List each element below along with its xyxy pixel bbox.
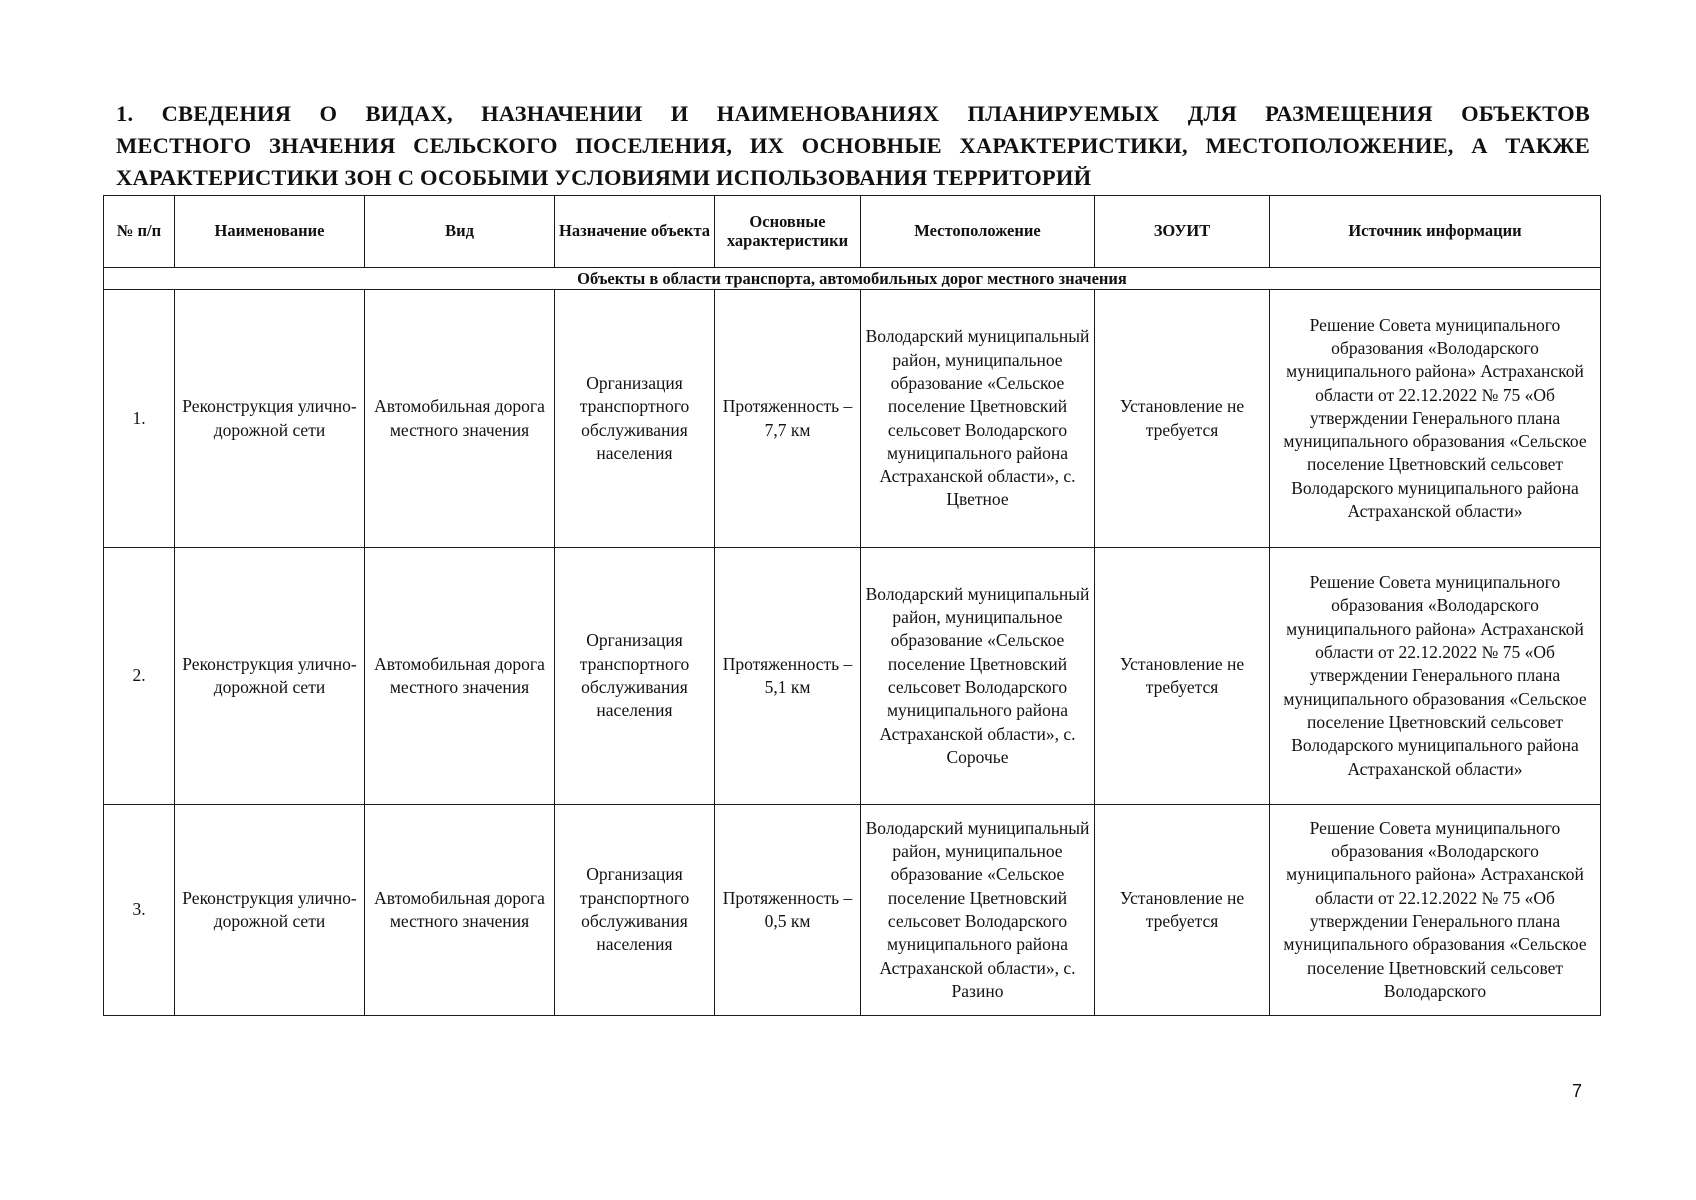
cell-source: Решение Совета муниципального образования «Володарского муниципального района» Астраханской области от 22.12.2022 № 75 «Об утверждении Генерального плана муниципального образования «Сельское поселение Цветновский сельсовет Володарского муниципального района Астраханской области» xyxy=(1270,548,1601,805)
cell-characteristics: Протяженность – 7,7 км xyxy=(715,290,861,548)
cell-name: Реконструкция улично-дорожной сети xyxy=(175,548,365,805)
header-kind: Вид xyxy=(365,196,555,268)
cell-kind: Автомобильная дорога местного значения xyxy=(365,548,555,805)
table-row xyxy=(104,290,1601,548)
cell-name: Реконструкция улично-дорожной сети xyxy=(175,805,365,1016)
cell-name: Реконструкция улично-дорожной сети xyxy=(175,290,365,548)
cell-num: 2. xyxy=(104,548,175,805)
cell-source: Решение Совета муниципального образования «Володарского муниципального района» Астраханской области от 22.12.2022 № 75 «Об утверждении Генерального плана муниципального образования «Сельское поселение Цветновский сельсовет Володарского муниципального района Астраханской области» xyxy=(1270,290,1601,548)
header-source: Источник информации xyxy=(1270,196,1601,268)
header-num: № п/п xyxy=(104,196,175,268)
cell-zouit: Установление не требуется xyxy=(1095,548,1270,805)
section-heading xyxy=(116,98,1590,194)
planned-objects-table xyxy=(103,195,1601,1016)
cell-location: Володарский муниципальный район, муниципальное образование «Сельское поселение Цветновский сельсовет Володарского муниципального района Астраханской области», с. Цветное xyxy=(861,290,1095,548)
heading-line-2: МЕСТНОГО ЗНАЧЕНИЯ СЕЛЬСКОГО ПОСЕЛЕНИЯ, ИХ ОСНОВНЫЕ ХАРАКТЕРИСТИКИ, МЕСТОПОЛОЖЕНИЕ, А ТАКЖЕ xyxy=(116,133,1590,158)
cell-num: 1. xyxy=(104,290,175,548)
cell-purpose: Организация транспортного обслуживания населения xyxy=(555,548,715,805)
cell-characteristics: Протяженность – 0,5 км xyxy=(715,805,861,1016)
table-row xyxy=(104,548,1601,805)
cell-kind: Автомобильная дорога местного значения xyxy=(365,805,555,1016)
header-name: Наименование xyxy=(175,196,365,268)
cell-kind: Автомобильная дорога местного значения xyxy=(365,290,555,548)
cell-zouit: Установление не требуется xyxy=(1095,805,1270,1016)
table-header-row xyxy=(104,196,1601,268)
header-characteristics: Основные характеристики xyxy=(715,196,861,268)
header-location: Местоположение xyxy=(861,196,1095,268)
cell-purpose: Организация транспортного обслуживания населения xyxy=(555,805,715,1016)
header-zouit: ЗОУИТ xyxy=(1095,196,1270,268)
cell-location: Володарский муниципальный район, муниципальное образование «Сельское поселение Цветновский сельсовет Володарского муниципального района Астраханской области», с. Разино xyxy=(861,805,1095,1016)
cell-location: Володарский муниципальный район, муниципальное образование «Сельское поселение Цветновский сельсовет Володарского муниципального района Астраханской области», с. Сорочье xyxy=(861,548,1095,805)
heading-line-1: 1. СВЕДЕНИЯ О ВИДАХ, НАЗНАЧЕНИИ И НАИМЕНОВАНИЯХ ПЛАНИРУЕМЫХ ДЛЯ РАЗМЕЩЕНИЯ ОБЪЕКТОВ xyxy=(116,101,1590,126)
cell-source: Решение Совета муниципального образования «Володарского муниципального района» Астраханской области от 22.12.2022 № 75 «Об утверждении Генерального плана муниципального образования «Сельское поселение Цветновский сельсовет Володарского xyxy=(1270,805,1601,1016)
cell-characteristics: Протяженность – 5,1 км xyxy=(715,548,861,805)
heading-line-3: ХАРАКТЕРИСТИКИ ЗОН С ОСОБЫМИ УСЛОВИЯМИ ИСПОЛЬЗОВАНИЯ ТЕРРИТОРИЙ xyxy=(116,165,1092,190)
cell-num: 3. xyxy=(104,805,175,1016)
table-row xyxy=(104,805,1601,1016)
page-number: 7 xyxy=(1572,1081,1583,1101)
section-title: Объекты в области транспорта, автомобильных дорог местного значения xyxy=(104,268,1601,290)
cell-zouit: Установление не требуется xyxy=(1095,290,1270,548)
header-purpose: Назначение объекта xyxy=(555,196,715,268)
cell-purpose: Организация транспортного обслуживания населения xyxy=(555,290,715,548)
section-row xyxy=(104,268,1601,290)
